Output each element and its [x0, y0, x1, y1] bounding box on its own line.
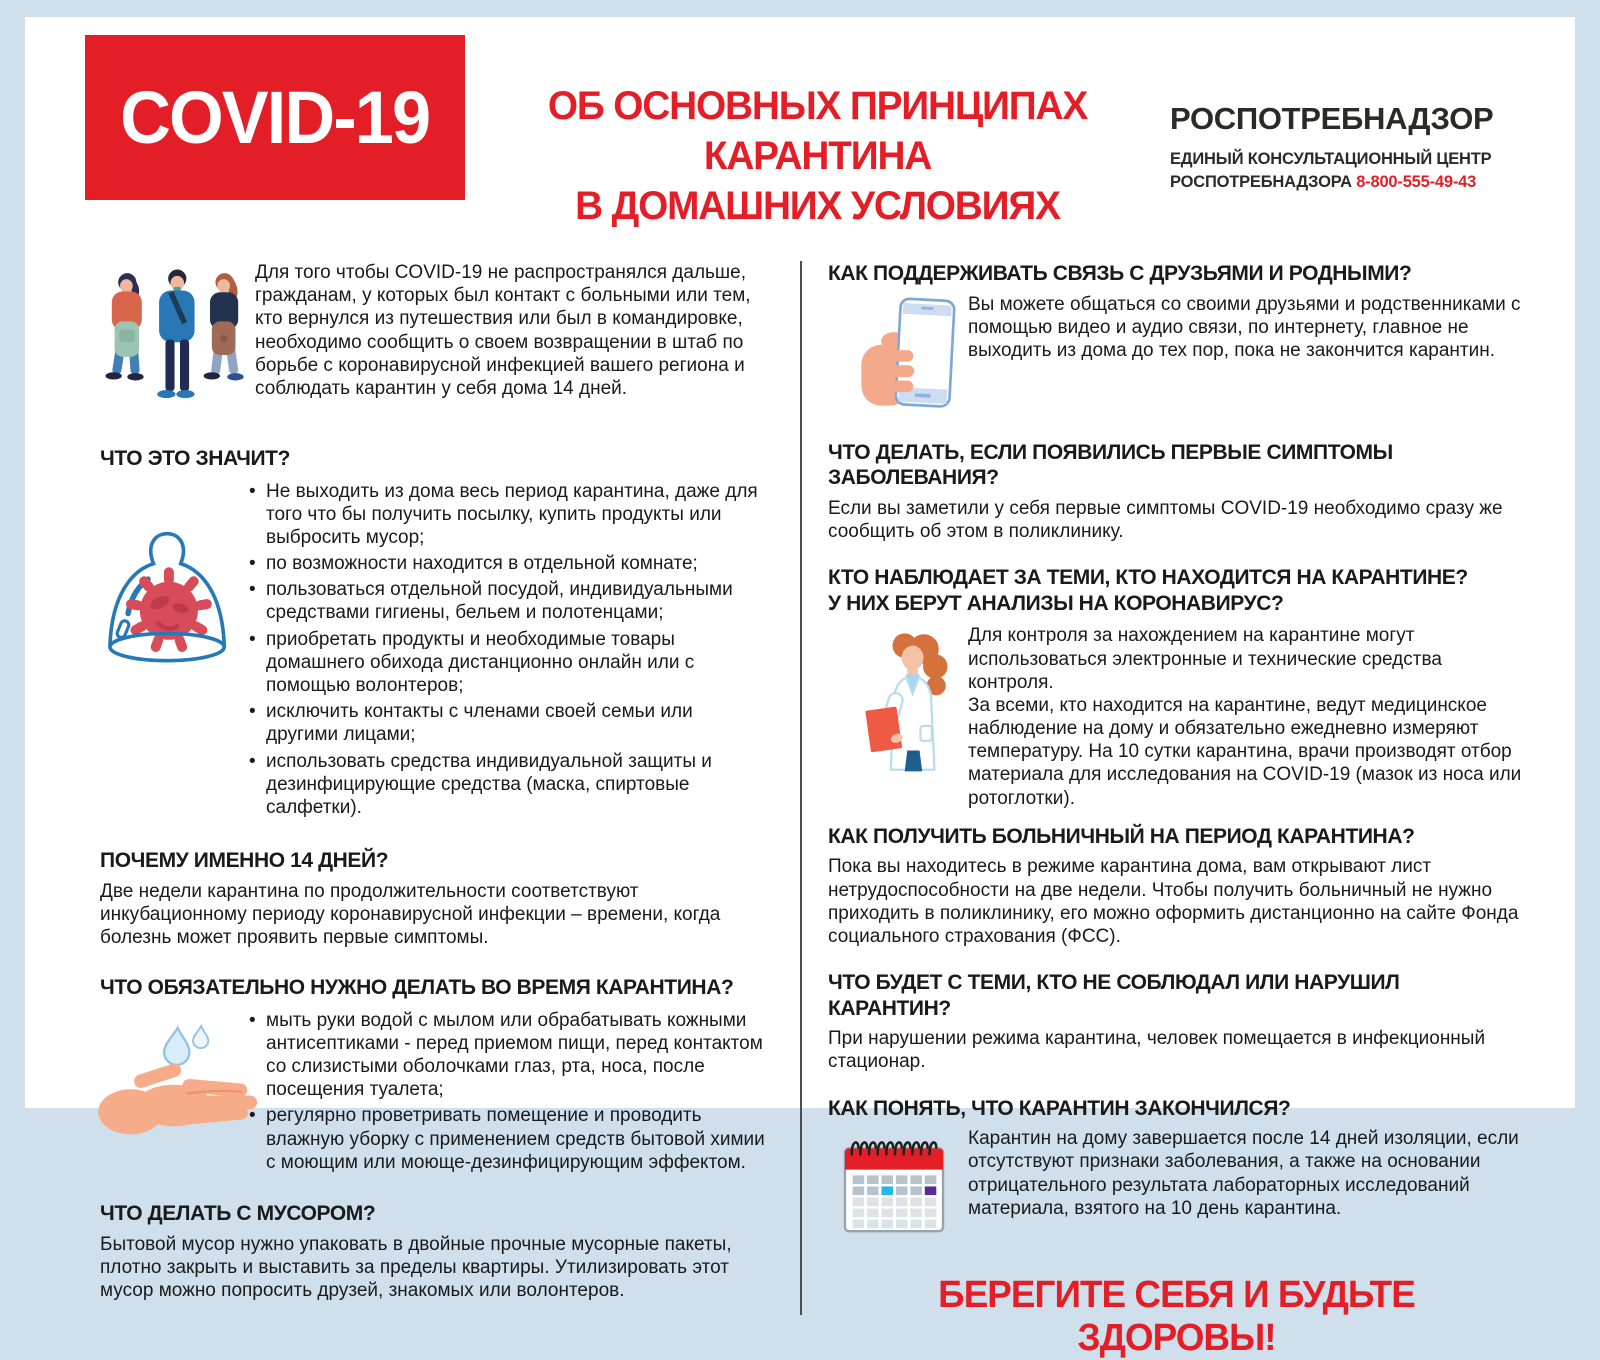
must-do-icon-col	[100, 1007, 247, 1146]
list-item: • Не выходить из дома весь период карантина, даже для того что бы получить посылку, купить продукты или выбросить мусор;	[247, 480, 768, 550]
section-heading: КАК ПОНЯТЬ, ЧТО КАРАНТИН ЗАКОНЧИЛСЯ?	[828, 1096, 1291, 1120]
section-intro	[100, 261, 768, 414]
content	[25, 231, 1575, 1360]
section-heading: ЧТО ЭТО ЗНАЧИТ?	[100, 447, 291, 470]
travelers-icon	[100, 261, 250, 409]
section-text: Вы можете общаться со своими друзьями и родственниками с помощью видео и аудио связи, по интернету, главное не выходить из дома до тех пор, пока не закончится карантин.	[968, 293, 1521, 361]
list-item: • мыть руки водой с мылом или обрабатывать кожными антисептиками - перед приемом пищи, перед контактом со слизистыми оболочками глаз, рта, носа, после посещения туалета;	[247, 1009, 768, 1102]
what-it-means-list	[247, 480, 768, 822]
org-center-line1: ЕДИНЫЙ КОНСУЛЬТАЦИОННЫЙ ЦЕНТР	[1170, 150, 1492, 168]
section-heading: ЧТО ДЕЛАТЬ, ЕСЛИ ПОЯВИЛИСЬ ПЕРВЫЕ СИМПТОМЫ ЗАБОЛЕВАНИЯ?	[828, 440, 1393, 490]
covid19-badge	[85, 35, 465, 200]
section-text: Бытовой мусор нужно упаковать в двойные прочные мусорные пакеты, плотно закрыть и выставить за пределы квартиры. Утилизировать этот мусор можно попросить друзей, знакомых или волонтеров.	[100, 1233, 732, 1301]
section-violation	[828, 970, 1525, 1074]
list-item: • приобретать продукты и необходимые товары домашнего обихода дистанционно онлайн или с помощью волонтеров;	[247, 628, 768, 698]
list-item: • использовать средства индивидуальной защиты и дезинфицирующие средства (маска, спиртовые салфетки).	[247, 750, 768, 820]
intro-icon-col	[100, 261, 255, 414]
section-keep-in-touch	[828, 261, 1525, 422]
rospotrebnadzor-block	[1170, 101, 1520, 231]
slogan: БЕРЕГИТЕ СЕБЯ И БУДЬТЕ ЗДОРОВЫ!	[938, 1274, 1415, 1360]
section-heading: ЧТО ДЕЛАТЬ С МУСОРОМ?	[100, 1201, 376, 1225]
section-must-do	[100, 975, 768, 1177]
monitoring-heading-line2: У НИХ БЕРУТ АНАЛИЗЫ НА КОРОНАВИРУС?	[828, 591, 1284, 615]
section-quarantine-end	[828, 1096, 1525, 1241]
doctor-icon	[854, 624, 972, 772]
poster-title	[476, 81, 1160, 231]
monitoring-texts	[968, 624, 1525, 809]
list-item: • пользоваться отдельной посудой, индивидуальными средствами гигиены, бельем и полотенцами;	[247, 578, 768, 624]
keep-in-touch-icon-col	[828, 293, 968, 422]
monitoring-heading-line1: КТО НАБЛЮДАЕТ ЗА ТЕМИ, КТО НАХОДИТСЯ НА КАРАНТИНЕ?	[828, 566, 1468, 590]
section-heading: ЧТО БУДЕТ С ТЕМИ, КТО НЕ СОБЛЮДАЛ ИЛИ НАРУШИЛ КАРАНТИН?	[828, 971, 1400, 1020]
section-heading: КАК ПОДДЕРЖИВАТЬ СВЯЗЬ С ДРУЗЬЯМИ И РОДНЫМИ?	[828, 262, 1412, 285]
section-text: Если вы заметили у себя первые симптомы COVID-19 необходимо сразу же сообщить об этом в поликлинику.	[828, 497, 1503, 542]
section-text: Две недели карантина по продолжительности соответствуют инкубационному периоду коронавирусной инфекции – времени, когда болезнь может проявить первые симптомы.	[100, 880, 721, 948]
poster-page	[25, 17, 1575, 1360]
org-name: РОСПОТРЕБНАДЗОР	[1170, 101, 1494, 136]
org-center-line2: РОСПОТРЕБНАДЗОРА	[1170, 173, 1352, 192]
monitoring-icon-col	[828, 624, 968, 777]
list-item: • по возможности находится в отдельной комнате;	[247, 552, 768, 575]
org-subtitle	[1170, 148, 1520, 194]
org-phone-number: 8-800-555-49-43	[1356, 173, 1477, 192]
section-heading: КАК ПОЛУЧИТЬ БОЛЬНИЧНЫЙ НА ПЕРИОД КАРАНТИНА?	[828, 824, 1415, 848]
poster-title-line1: ОБ ОСНОВНЫХ ПРИНЦИПАХ КАРАНТИНА	[547, 84, 1088, 178]
section-trash	[100, 1201, 768, 1302]
section-text: Пока вы находитесь в режиме карантина дома, вам открывают лист нетрудоспособности на две недели. Чтобы получить больничный не нужно приходить в поликлинику, его можно оформить дистанционно на сайте Фонда социального страхования (ФСС).	[828, 856, 1519, 947]
intro-text: Для того чтобы COVID-19 не распространялся дальше, гражданам, у которых был контакт с больными или тем, кто вернулся из путешествия или был в командировке, необходимо сообщить о своем возвращении в штаб по борьбе с коронавирусной инфекцией вашего региона и соблюдать карантин у себя дома 14 дней.	[255, 262, 751, 399]
section-first-symptoms	[828, 440, 1525, 544]
quarantine-end-icon-col	[828, 1127, 968, 1240]
header	[25, 17, 1575, 231]
phone-in-hand-icon	[856, 293, 968, 417]
section-what-it-means	[100, 446, 768, 822]
section-heading: ЧТО ОБЯЗАТЕЛЬНО НУЖНО ДЕЛАТЬ ВО ВРЕМЯ КАРАНТИНА?	[100, 976, 734, 1000]
must-do-list	[247, 1009, 768, 1177]
section-heading	[828, 565, 1525, 616]
section-text: При нарушении режима карантина, человек помещается в инфекционный стационар.	[828, 1028, 1486, 1073]
covid19-badge-label: COVID-19	[120, 76, 430, 159]
poster-title-line2: В ДОМАШНИХ УСЛОВИЯХ	[575, 184, 1060, 228]
hand-washing-icon	[100, 1023, 258, 1141]
calendar-icon	[840, 1135, 948, 1235]
left-column	[100, 261, 800, 1360]
list-item: • исключить контакты с членами своей семьи или другими лицами;	[247, 700, 768, 746]
section-why-14-days	[100, 848, 768, 949]
virus-under-dome-icon	[100, 524, 236, 674]
what-it-means-icon-col	[100, 478, 247, 679]
section-heading: ПОЧЕМУ ИМЕННО 14 ДНЕЙ?	[100, 849, 389, 873]
section-sick-leave	[828, 824, 1525, 948]
list-item: • регулярно проветривать помещение и проводить влажную уборку с применением средств бытовой химии с моющим или моюще-дезинфицирующим эффектом.	[247, 1104, 768, 1174]
section-text: Для контроля за нахождением на карантине могут использоваться электронные и технические средства контроля.	[968, 625, 1442, 693]
section-text: За всеми, кто находится на карантине, ведут медицинское наблюдение на дому и обязательно ежедневно измеряют температуру. На 10 сутки карантина, врачи производят отбор материала для исследования на COVID-19 (мазок из носа или ротоглотки).	[968, 694, 1522, 809]
section-text: Карантин на дому завершается после 14 дней изоляции, если отсутствуют признаки заболевания, а также на основании отрицательного результата лабораторных исследований материала, взятого на 10 день карантина.	[968, 1128, 1519, 1219]
section-monitoring	[828, 565, 1525, 810]
right-column	[802, 261, 1525, 1360]
